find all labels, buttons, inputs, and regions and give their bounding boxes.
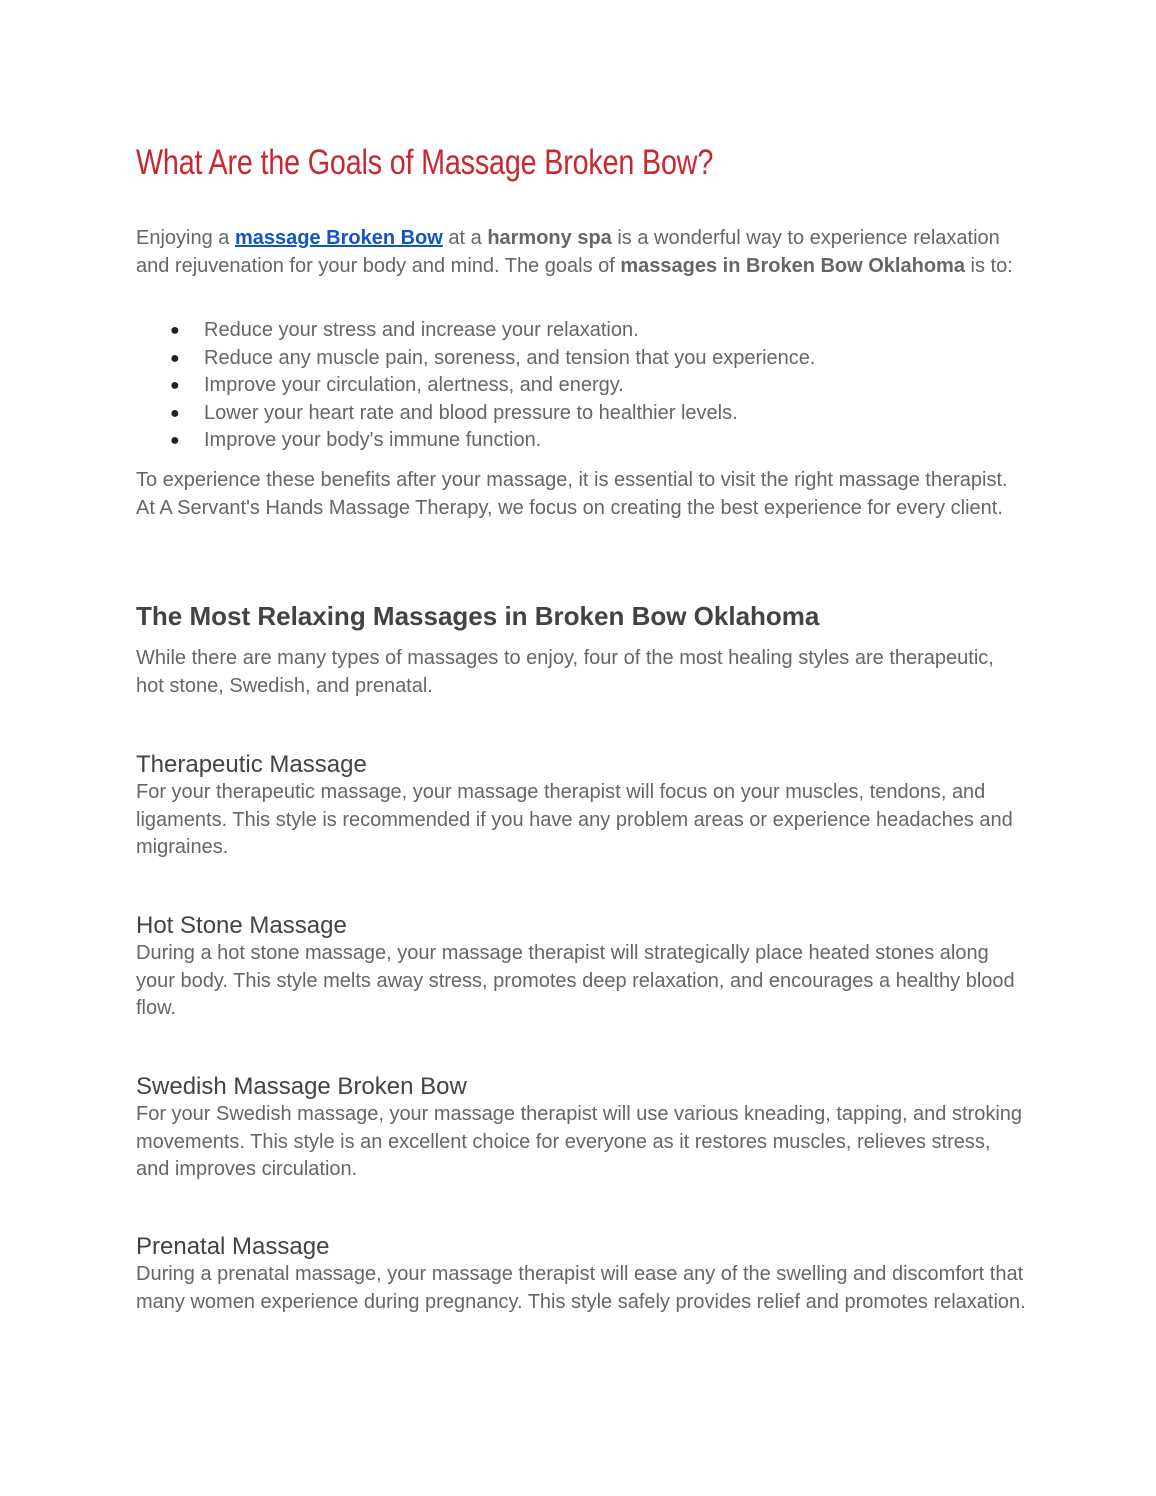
hot-stone-massage-heading: Hot Stone Massage — [136, 912, 347, 939]
page-title: What Are the Goals of Massage Broken Bow? — [136, 143, 714, 182]
list-item-text: Improve your circulation, alertness, and energy. — [204, 374, 624, 396]
list-item — [136, 317, 1026, 345]
hot-stone-massage-body: During a hot stone massage, your massage therapist will strategically place heated stones along your body. This style melts away stress, promotes deep relaxation, and encourages a healthy blood flow. — [136, 942, 1015, 1019]
massage-broken-bow-link[interactable]: massage Broken Bow — [234, 227, 443, 249]
list-item-text: Reduce your stress and increase your relaxation. — [204, 319, 639, 341]
bullet-icon: ● — [170, 322, 180, 339]
list-item — [136, 427, 1026, 455]
section-heading: The Most Relaxing Massages in Broken Bow Oklahoma — [136, 601, 820, 631]
list-item — [136, 345, 1026, 373]
swedish-massage-section — [136, 1073, 1026, 1184]
intro-text-2: at a — [442, 227, 488, 249]
list-item-text: Lower your heart rate and blood pressure to healthier levels. — [204, 401, 738, 424]
intro-bold-massages-oklahoma: massages in Broken Bow Oklahoma — [620, 254, 965, 277]
prenatal-massage-heading: Prenatal Massage — [136, 1233, 330, 1260]
bullet-icon: ● — [170, 377, 180, 394]
list-item-text: Reduce any muscle pain, soreness, and tension that you experience. — [204, 346, 816, 369]
therapeutic-massage-body: For your therapeutic massage, your massage therapist will focus on your muscles, tendons, and ligaments. This style is recommended if you have any problem areas or experience headaches and migraines. — [136, 781, 1013, 858]
hot-stone-massage-section — [136, 912, 1026, 1023]
therapeutic-massage-section — [136, 751, 1026, 862]
intro-paragraph — [136, 225, 1026, 280]
goals-list — [136, 317, 1026, 455]
intro-bold-harmony-spa: harmony spa — [487, 227, 612, 249]
benefits-paragraph: To experience these benefits after your massage, it is essential to visit the right massage therapist. At A Servant's Hands Massage Therapy, we focus on creating the best experience for every client. — [136, 469, 1008, 519]
styles-intro-paragraph: While there are many types of massages to enjoy, four of the most healing styles are therapeutic, hot stone, Swedish, and prenatal. — [136, 647, 994, 697]
list-item — [136, 400, 1026, 428]
list-item-text: Improve your body's immune function. — [204, 429, 542, 451]
intro-text-3: is a wonderful way to experience relaxation and rejuvenation for your body and mind. The goals of — [136, 227, 1000, 277]
swedish-massage-heading: Swedish Massage Broken Bow — [136, 1073, 467, 1100]
bullet-icon: ● — [170, 432, 180, 449]
prenatal-massage-body: During a prenatal massage, your massage therapist will ease any of the swelling and discomfort that many women experience during pregnancy. This style safely provides relief and promotes relaxation. — [136, 1263, 1026, 1313]
swedish-massage-body: For your Swedish massage, your massage therapist will use various kneading, tapping, and stroking movements. This style is an excellent choice for everyone as it restores muscles, relieves stress, and improves circulation. — [136, 1103, 1023, 1180]
intro-text-1: Enjoying a — [136, 227, 235, 249]
list-item — [136, 372, 1026, 400]
intro-text-4: is to: — [964, 254, 1013, 277]
prenatal-massage-section — [136, 1233, 1026, 1316]
therapeutic-massage-heading: Therapeutic Massage — [136, 751, 367, 778]
bullet-icon: ● — [170, 404, 180, 422]
bullet-icon: ● — [170, 349, 180, 367]
